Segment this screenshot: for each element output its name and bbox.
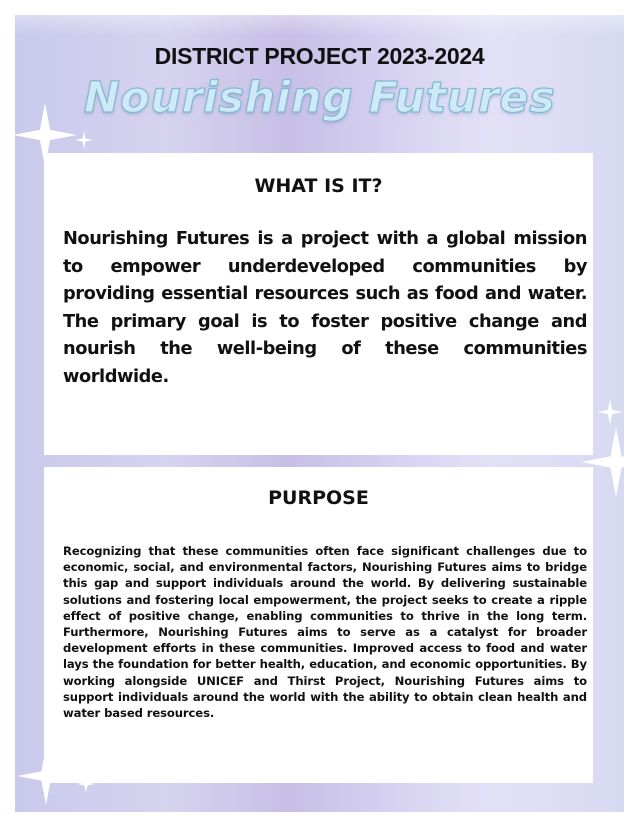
section-heading: WHAT IS IT? (254, 175, 383, 197)
page-title: Nourishing Futures (83, 73, 556, 123)
background-fade (15, 15, 624, 35)
section-body: Nourishing Futures is a project with a global mission to empower underdeveloped communities by providing essential resources such as food and water. The primary goal is to foster positive change and nourish the well-being of these communities worldwide. (63, 228, 587, 387)
flyer-background (15, 15, 624, 812)
sparkle-star-icon (597, 399, 623, 425)
sparkle-star-icon (75, 131, 93, 149)
section-heading: PURPOSE (268, 487, 369, 509)
section-purpose (44, 467, 593, 783)
section-what-is-it (44, 153, 593, 455)
page-kicker: DISTRICT PROJECT 2023-2024 (154, 43, 485, 69)
section-body: Recognizing that these communities often face significant challenges due to economic, social, and environmental factors, Nourishing Futures aims to bridge this gap and support individuals around the world. By delivering sustainable solutions and fostering local empowerment, the project seeks to create a ripple effect of positive change, enabling communities to thrive in the long term. Furthermore, Nourishing Futures aims to serve as a catalyst for broader development efforts in these communities. Improved access to food and water lays the foundation for better health, education, and economic opportunities. By working alongside UNICEF and Thirst Project, Nourishing Futures aims to support individuals around the world with the ability to obtain clean health and water based resources. (63, 544, 587, 721)
